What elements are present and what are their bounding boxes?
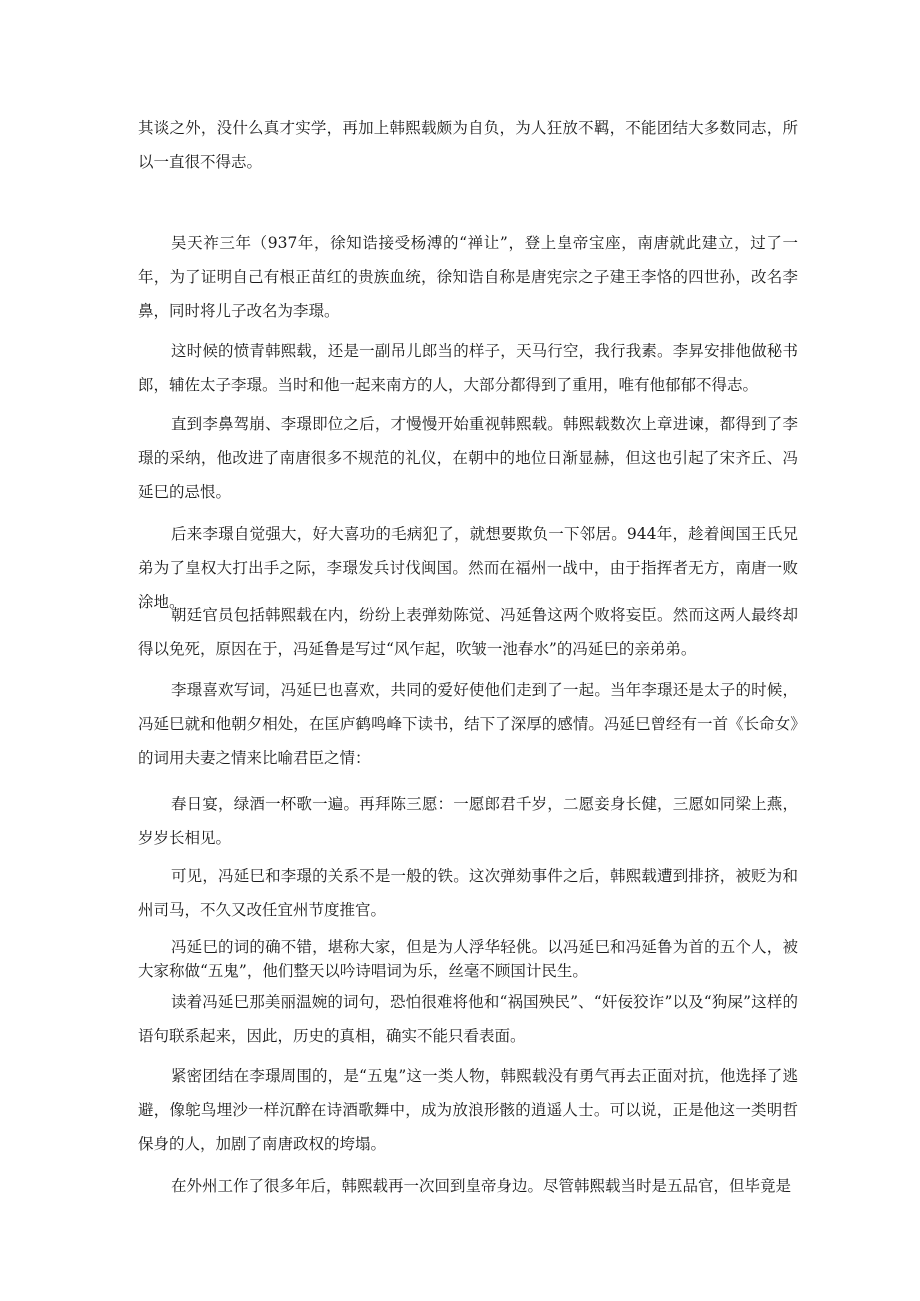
paragraph-9: 可见，冯延巳和李璟的关系不是一般的铁。这次弹劾事件之后，韩熙载遭到排挤，被贬为和州司马，不久又改任宜州节度推官。 (138, 867, 798, 919)
paragraph-2: 吴天祚三年（937年，徐知诰接受杨溥的“禅让”，登上皇帝宝座，南唐就此建立，过了一年，为了证明自己有根正苗红的贵族血统，徐知诰自称是唐宪宗之子建王李恪的四世孙，改名李鼻，同时将儿子改名为李璟。 (138, 234, 798, 320)
paragraph-1: 其谈之外，没什么真才实学，再加上韩熙载颇为自负，为人狂放不羁，不能团结大多数同志，所以一直很不得志。 (138, 119, 798, 171)
paragraph-11: 读着冯延巳那美丽温婉的词句，恐怕很难将他和“祸国殃民”、“奸佞狡诈”以及“狗屎”这样的语句联系起来，因此，历史的真相，确实不能只看表面。 (138, 993, 798, 1045)
paragraph-3: 这时候的愤青韩熙载，还是一副吊儿郎当的样子，天马行空，我行我素。李昇安排他做秘书郎，辅佐太子李璟。当时和他一起来南方的人，大部分都得到了重用，唯有他郁郁不得志。 (138, 342, 798, 394)
paragraph-6: 朝廷官员包括韩熙载在内，纷纷上表弹劾陈觉、冯延鲁这两个败将妄臣。然而这两人最终却得以免死，原因在于，冯延鲁是写过“风乍起，吹皱一池春水”的冯延巳的亲弟弟。 (138, 606, 798, 658)
paragraph-13: 在外州工作了很多年后，韩熙载再一次回到皇帝身边。尽管韩熙载当时是五品官，但毕竟是 (171, 1177, 792, 1195)
paragraph-7: 李璟喜欢写词，冯延巳也喜欢，共同的爱好使他们走到了一起。当年李璟还是太子的时候，冯延巳就和他朝夕相处，在匡庐鹤鸣峰下读书，结下了深厚的感情。冯延巳曾经有一首《长命女》的词用夫妻之情来比喻君臣之情： (138, 681, 798, 767)
paragraph-10: 冯延巳的词的确不错，堪称大家，但是为人浮华轻佻。以冯延巳和冯延鲁为首的五个人，被大家称做“五鬼”，他们整天以吟诗唱词为乐，丝毫不顾国计民生。 (138, 938, 798, 980)
paragraph-8: 春日宴，绿酒一杯歌一遍。再拜陈三愿：一愿郎君千岁，二愿妾身长健，三愿如同梁上燕，岁岁长相见。 (138, 795, 798, 847)
paragraph-12: 紧密团结在李璟周围的，是“五鬼”这一类人物，韩熙载没有勇气再去正面对抗，他选择了逃避，像鸵鸟埋沙一样沉醉在诗酒歌舞中，成为放浪形骸的逍遥人士。可以说，正是他这一类明哲保身的人，加剧了南唐政权的垮塌。 (138, 1067, 798, 1153)
paragraph-4: 直到李鼻驾崩、李璟即位之后，才慢慢开始重视韩熙载。韩熙载数次上章进谏，都得到了李璟的采纳，他改进了南唐很多不规范的礼仪，在朝中的地位日渐显赫，但这也引起了宋齐丘、冯延巳的忌恨。 (138, 415, 798, 501)
paragraph-5: 后来李璟自觉强大，好大喜功的毛病犯了，就想要欺负一下邻居。944年，趁着闽国王氏兄弟为了皇权大打出手之际，李璟发兵讨伐闽国。然而在福州一战中，由于指挥者无方，南唐一败涂地。 (138, 525, 798, 611)
